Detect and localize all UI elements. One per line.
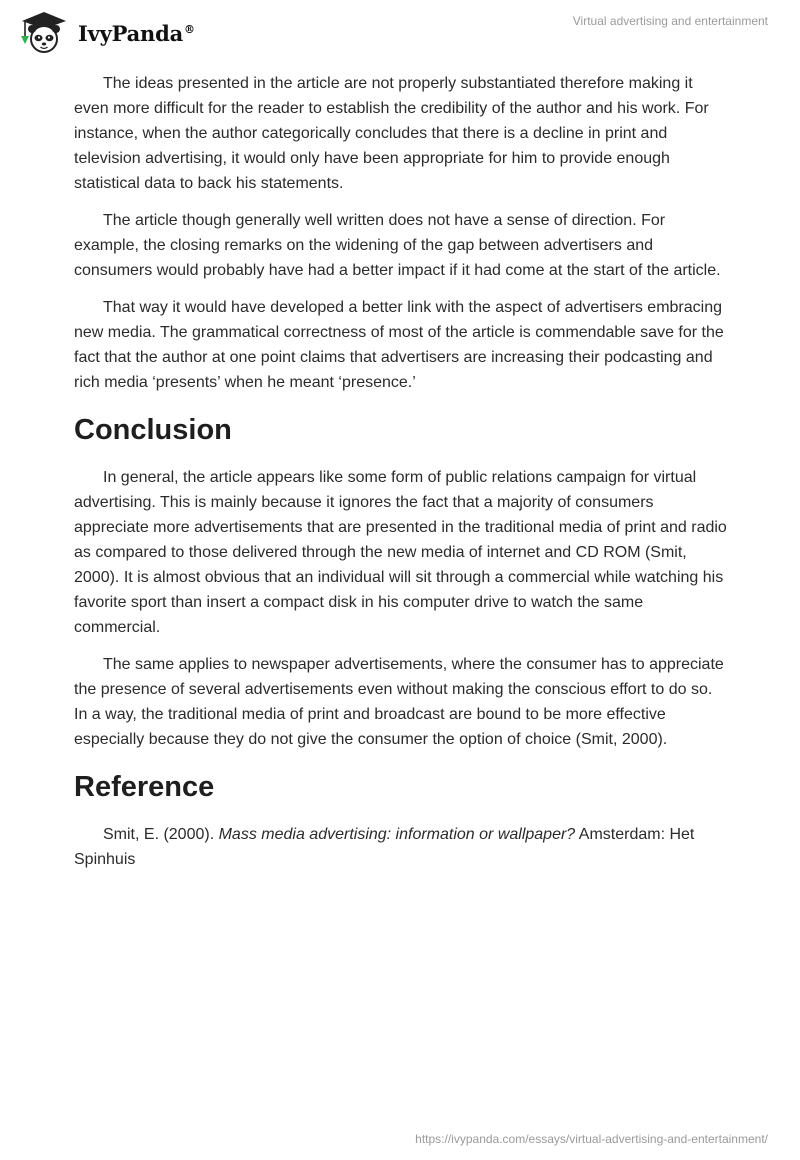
panda-logo-icon <box>16 10 72 56</box>
reference-author-year: Smit, E. (2000). <box>103 826 219 843</box>
conclusion-paragraph: In general, the article appears like some form of public relations campaign for virtual advertising. This is mainly because it ignores the fact that a majority of consumers appreciate more advertisements that are presented in the traditional media of print and radio as compared to those delivered through the new media of internet and CD ROM (Smit, 2000). It is almost obvious that an individual will sit through a commercial while watching his favorite sport than insert a compact disk in his computer drive to watch the same commercial. <box>74 469 727 636</box>
reference-publisher: Amsterdam: Het Spinhuis <box>74 826 695 868</box>
logo-wordmark: IvyPanda® <box>78 20 195 46</box>
conclusion-paragraph: The same applies to newspaper advertisements, where the consumer has to appreciate the presence of several advertisements even without making the conscious effort to do so. In a way, the traditional media of print and broadcast are bound to be more effective especially because they do not give the consumer the option of choice (Smit, 2000). <box>74 656 724 748</box>
body-paragraph: The ideas presented in the article are not properly substantiated therefore making it even more difficult for the reader to establish the credibility of the author and his work. For instance, when the author categorically concludes that there is a decline in print and television advertising, it would only have been appropriate for him to provide enough statistical data to back his statements. <box>74 75 709 192</box>
running-title: Virtual advertising and entertainment <box>572 14 768 28</box>
conclusion-heading: Conclusion <box>74 414 232 446</box>
reference-heading: Reference <box>74 771 215 803</box>
ivypanda-logo[interactable] <box>16 10 195 56</box>
page-header <box>0 0 800 64</box>
footer-url[interactable]: https://ivypanda.com/essays/virtual-advertising-and-entertainment/ <box>415 1132 768 1146</box>
reference-title: Mass media advertising: information or wallpaper? <box>218 826 576 843</box>
reference-entry <box>74 822 730 872</box>
essay-body <box>74 71 730 872</box>
body-paragraph: That way it would have developed a better link with the aspect of advertisers embracing new media. The grammatical correctness of most of the article is commendable save for the fact that the author at one point claims that advertisers are increasing their podcasting and rich media ‘presents’ when he meant ‘presence.’ <box>74 299 724 391</box>
body-paragraph: The article though generally well written does not have a sense of direction. For example, the closing remarks on the widening of the gap between advertisers and consumers would probably have had a better impact if it had come at the start of the article. <box>74 212 721 279</box>
